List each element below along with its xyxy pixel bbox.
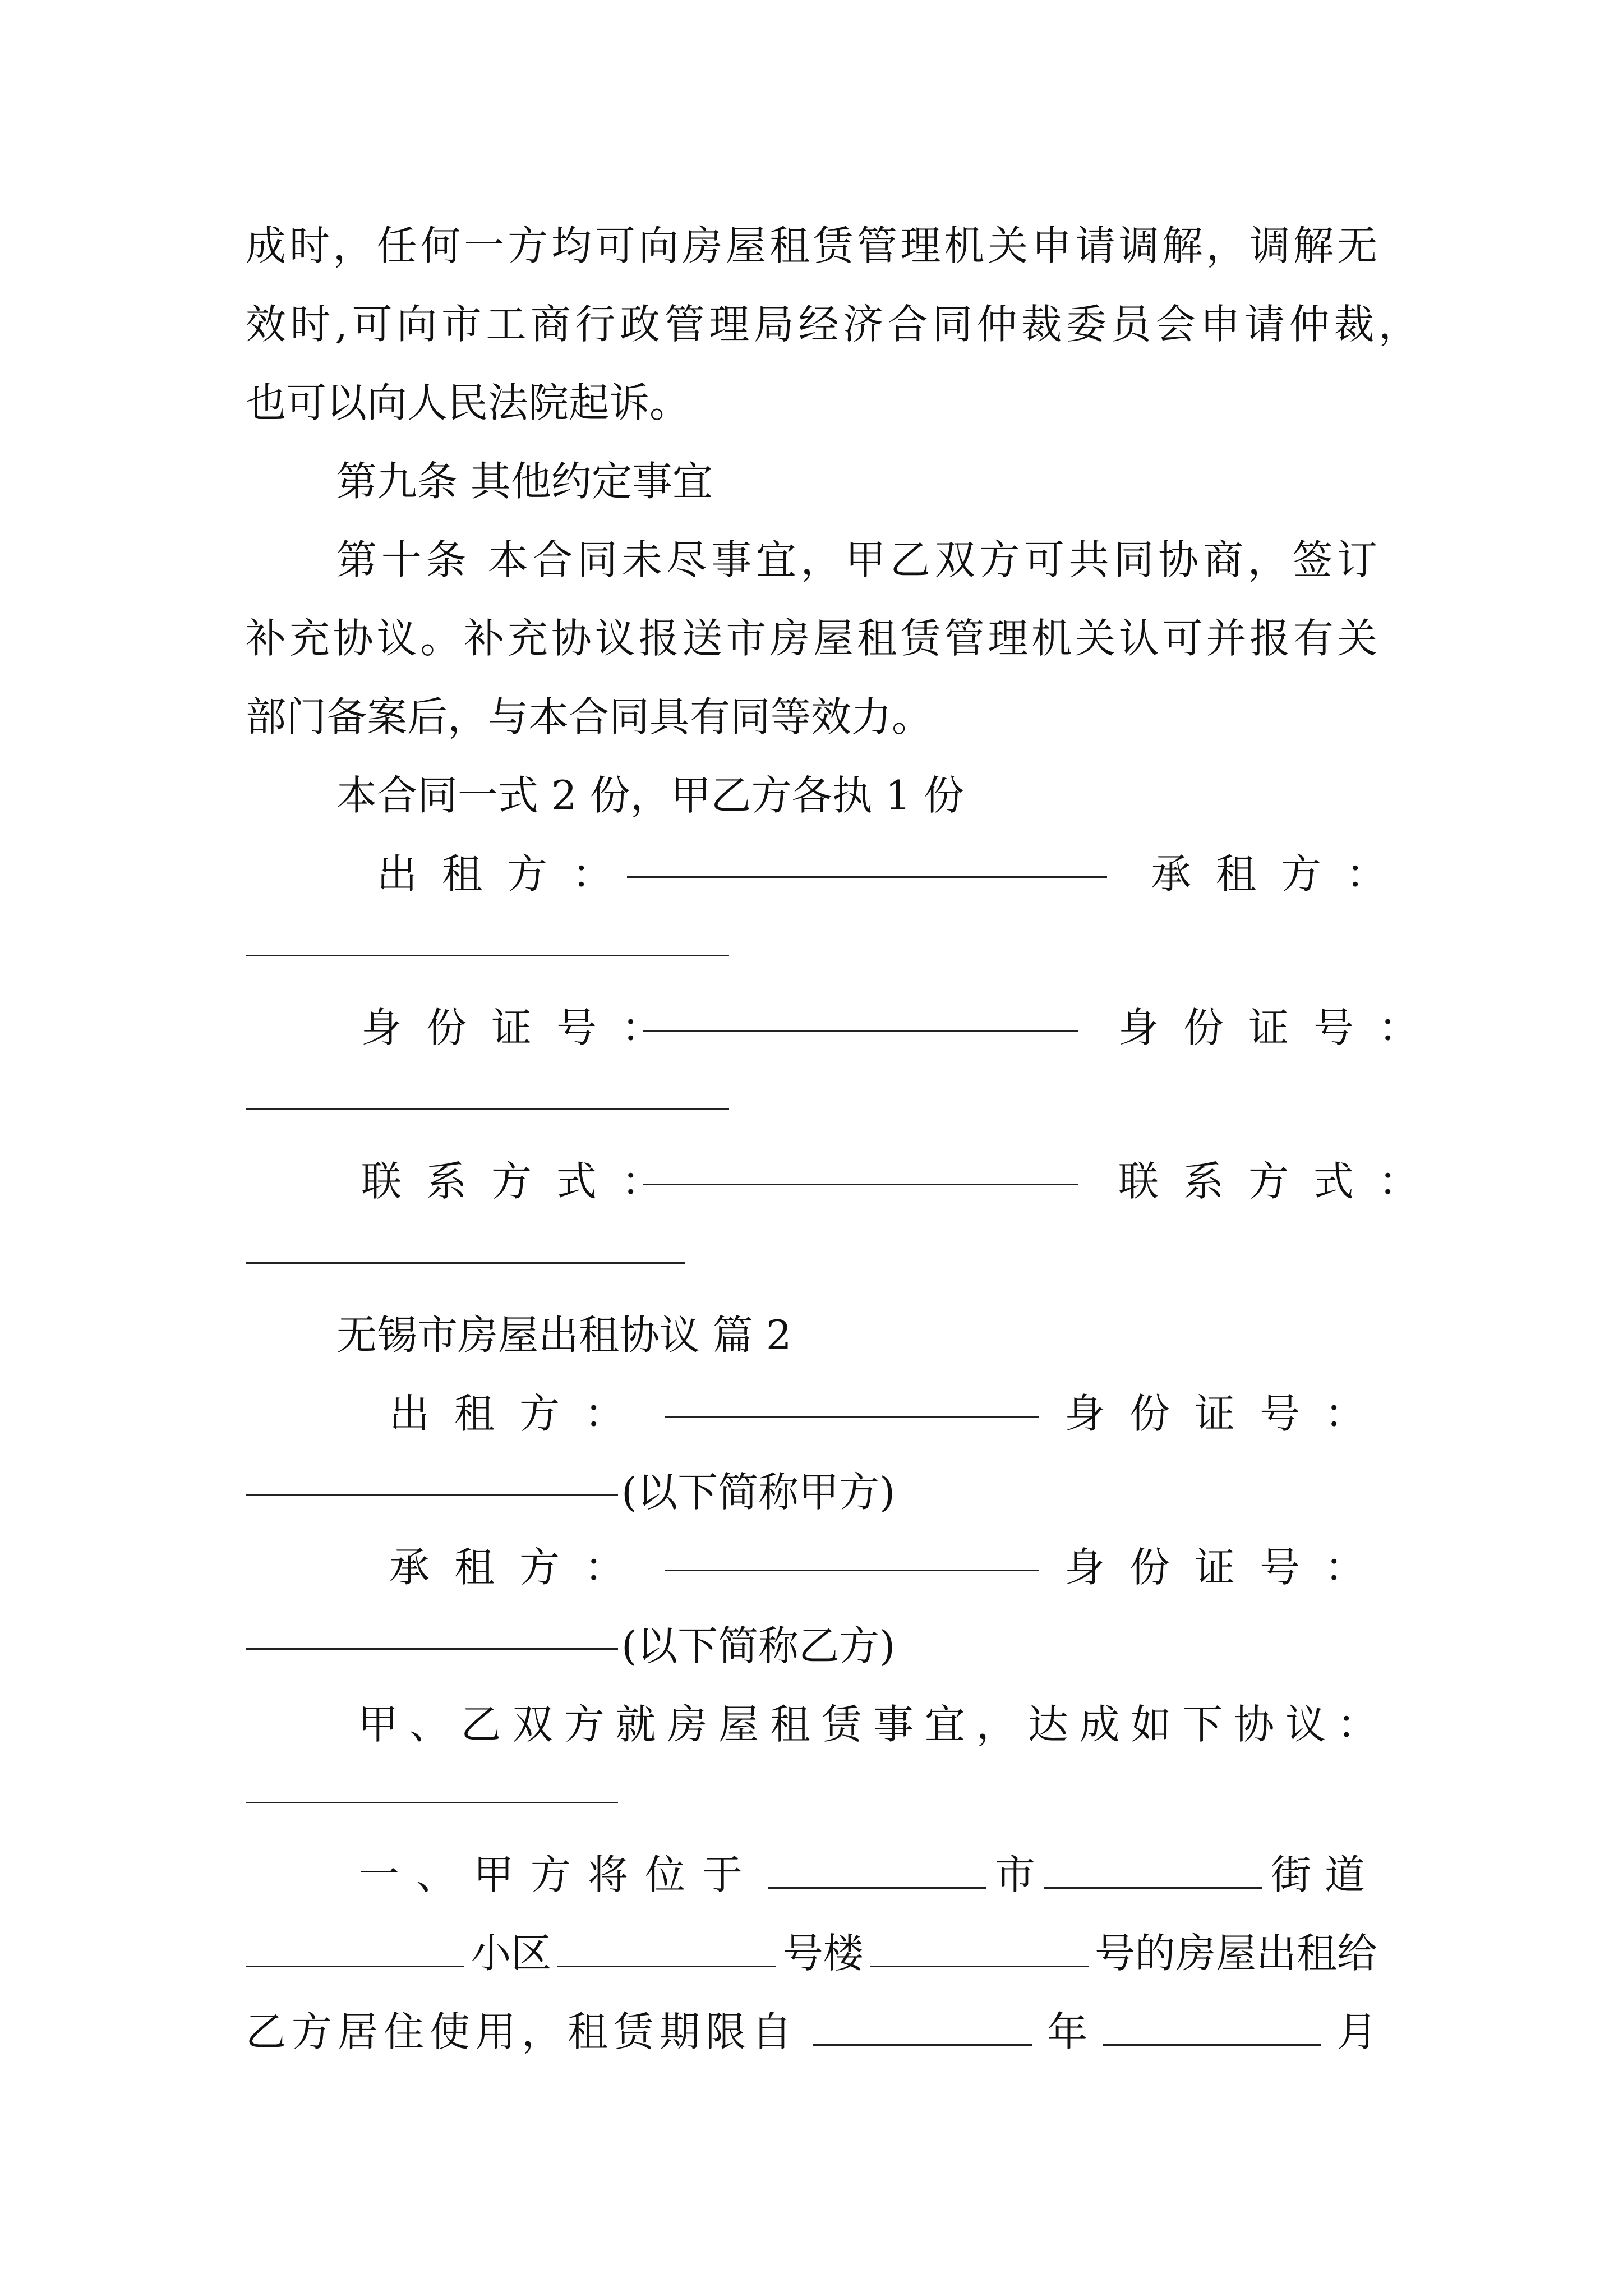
clause-1-house: 号的房屋出租给 — [1094, 1930, 1377, 1977]
s2-id-number-label: 身份证号： — [1064, 1390, 1390, 1437]
building-blank — [870, 1932, 1089, 1967]
start-month-blank — [1103, 2010, 1321, 2046]
clause-1-year: 年 — [1046, 2008, 1087, 2055]
party-b-note: (以下简称乙方) — [621, 1622, 896, 1669]
contact-blank-right — [246, 1262, 685, 1264]
start-year-blank — [813, 2010, 1032, 2046]
id-number-blank-right — [246, 1108, 729, 1110]
s2-id-number-label-2: 身份证号： — [1064, 1544, 1390, 1591]
street-blank — [1044, 1853, 1262, 1889]
agreement-intro-blank — [246, 1802, 618, 1803]
clause-1-l3-prefix: 乙方居住使用，租赁期限自 — [246, 2008, 798, 2055]
clause-1-city: 市 — [994, 1851, 1035, 1898]
contact-label-right: 联系方式： — [1118, 1158, 1444, 1205]
article-10-line: 部门备案后，与本合同具有同等效力。 — [246, 693, 933, 740]
article-10-line: 第十条 本合同未尽事宜，甲乙双方可共同协商，签订 — [336, 536, 1377, 583]
id-number-blank-left — [643, 1030, 1078, 1032]
clause-1-line-3 — [246, 2004, 1377, 2060]
clause-1-community: 小区 — [471, 1930, 552, 1977]
contact-blank-left — [643, 1184, 1078, 1185]
s2-lessor-label: 出租方： — [389, 1390, 650, 1437]
s2-id-number-blank — [246, 1494, 618, 1496]
paragraph-line: 也可以向人民法院起诉。 — [246, 379, 690, 426]
agreement-intro: 甲、乙双方就房屋租赁事宜，达成如下协议： — [358, 1701, 1377, 1748]
clause-1-street: 街道 — [1270, 1851, 1378, 1898]
section-title: 无锡市房屋出租协议 篇 2 — [336, 1312, 792, 1359]
s2-lessor-blank — [665, 1416, 1039, 1418]
copies-statement: 本合同一式 2 份，甲乙方各执 1 份 — [336, 772, 965, 819]
clause-1-line-2 — [246, 1925, 1377, 1981]
area-blank — [246, 1932, 464, 1967]
party-a-note: (以下简称甲方) — [621, 1469, 896, 1516]
s2-lessee-label: 承租方： — [389, 1544, 650, 1591]
lessor-label: 出租方： — [377, 850, 638, 898]
lessee-blank — [246, 955, 729, 956]
article-10-line: 补充协议。补充协议报送市房屋租赁管理机关认可并报有关 — [246, 615, 1377, 662]
clause-1-month: 月 — [1336, 2008, 1377, 2055]
s2-id-number-blank-2 — [246, 1648, 618, 1650]
city-blank — [768, 1853, 986, 1889]
s2-lessee-blank — [665, 1570, 1039, 1571]
lessor-blank — [627, 876, 1107, 878]
paragraph-line: 成时，任何一方均可向房屋租赁管理机关申请调解，调解无 — [246, 222, 1377, 269]
id-number-label-left: 身份证号： — [361, 1004, 687, 1051]
community-blank — [557, 1932, 776, 1967]
lessee-label: 承租方： — [1151, 850, 1412, 898]
contact-label-left: 联系方式： — [361, 1158, 687, 1205]
clause-1-prefix: 一、甲方将位于 — [359, 1851, 760, 1898]
id-number-label-right: 身份证号： — [1118, 1004, 1444, 1051]
paragraph-line: 效时,可向市工商行政管理局经济合同仲裁委员会申请仲裁， — [246, 301, 1419, 348]
article-9: 第九条 其他约定事宜 — [336, 458, 713, 505]
clause-1-building: 号楼 — [782, 1930, 864, 1977]
clause-1-line-1 — [359, 1847, 1378, 1903]
